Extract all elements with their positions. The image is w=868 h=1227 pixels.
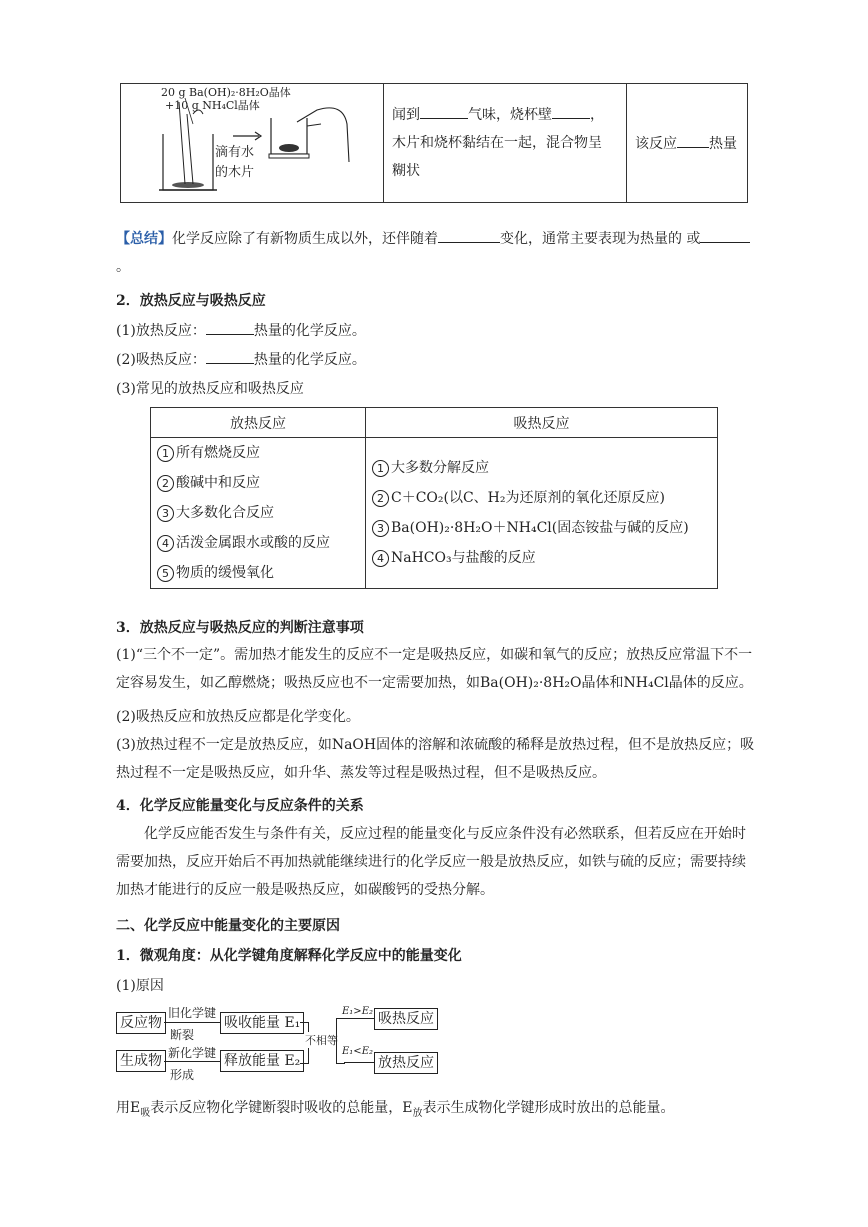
section2-heading: 2．放热反应与吸热反应 [116, 293, 266, 309]
figure-label-reagent2: +10 g NH₄Cl晶体 [165, 99, 260, 112]
new-bond-label-top: 新化学键 [168, 1046, 217, 1060]
blank [700, 228, 750, 243]
section4-heading: 4．化学反应能量变化与反应条件的关系 [116, 798, 364, 814]
endothermic-list [366, 438, 718, 589]
exothermic-item [157, 528, 359, 558]
phenomenon-text: 糊状 [392, 163, 420, 179]
section3-heading: 3．放热反应与吸热反应的判断注意事项 [116, 620, 364, 636]
item-text: Ba(OH)₂·8H₂O＋NH₄Cl(固态铵盐与碱的反应) [391, 520, 689, 536]
exothermic-result-box: 放热反应 [374, 1052, 438, 1074]
circled-number: 1 [372, 460, 389, 477]
item-text: NaHCO₃与盐酸的反应 [391, 550, 536, 566]
summary-text: 化学反应除了有新物质生成以外，还伴随着 [172, 231, 438, 247]
figure-label-wet2: 的木片 [215, 165, 255, 180]
arrow-line [164, 1022, 220, 1023]
exothermic-list [151, 438, 366, 589]
exothermic-item [157, 558, 359, 588]
section2-item2 [116, 349, 366, 369]
figure-label-reagent1: 20 g Ba(OH)₂·8H₂O晶体 [161, 86, 291, 99]
summary-text: 。 [116, 259, 130, 275]
old-bond-label-bottom: 断裂 [170, 1028, 195, 1042]
arrow-line [344, 1018, 374, 1019]
absorb-energy-box: 吸收能量 E₁ [220, 1012, 304, 1034]
item-text: 物质的缓慢氧化 [176, 565, 274, 581]
header-exothermic: 放热反应 [151, 408, 366, 438]
blank [206, 349, 254, 364]
part2-cause: (1)原因 [116, 978, 164, 994]
bond-energy-diagram [116, 1004, 446, 1082]
section2-item1 [116, 320, 366, 340]
note-text: 用E [116, 1100, 141, 1116]
blank [438, 228, 500, 243]
item-text: (2)吸热反应： [116, 352, 206, 368]
exothermic-item [157, 438, 359, 468]
subscript: 放 [412, 1107, 423, 1119]
summary-text: 或 [686, 231, 701, 247]
cond2-label: E₁<E₂ [342, 1046, 373, 1057]
circled-number: 2 [372, 490, 389, 507]
product-box: 生成物 [116, 1050, 166, 1072]
cond1-label: E₁>E₂ [342, 1006, 373, 1017]
phenomenon-text: 木片和烧杯黏结在一起，混合物呈 [392, 135, 602, 151]
item-text: 大多数化合反应 [176, 505, 274, 521]
phenomenon-text: 气味，烧杯壁 [468, 107, 552, 123]
exothermic-item [157, 498, 359, 528]
note-text: 表示生成物化学键形成时放出的总能量。 [422, 1100, 675, 1116]
section3-p2: (2)吸热反应和放热反应都是化学变化。 [116, 709, 360, 725]
reaction-type-table [150, 407, 718, 589]
endothermic-item [372, 513, 711, 543]
item-text: (1)放热反应： [116, 323, 206, 339]
arrow-line [344, 1062, 374, 1063]
blank [420, 104, 468, 119]
summary-tag: 【总结】 [116, 231, 172, 247]
part2-heading: 二、化学反应中能量变化的主要原因 [116, 918, 340, 934]
phenomenon-text: ， [590, 107, 604, 123]
section3-p3: (3)放热过程不一定是放热反应，如NaOH固体的溶解和浓硫酸的稀释是放热过程，但不是放热反应；吸热过程不一定是吸热反应，如升华、蒸发等过程是吸热过程，但不是吸热反应。 [116, 737, 755, 781]
endothermic-result-box: 吸热反应 [374, 1008, 438, 1030]
figure-label-wet1: 滴有水 [215, 145, 255, 160]
circled-number: 4 [372, 550, 389, 567]
summary-text: 变化，通常主要表现为热量的 [500, 231, 682, 247]
conclusion-text: 该反应 [635, 136, 677, 152]
endothermic-item [372, 453, 711, 483]
circled-number: 3 [157, 505, 174, 522]
item-text: 大多数分解反应 [391, 460, 489, 476]
conclusion-cell [627, 84, 748, 203]
endothermic-item [372, 543, 711, 573]
blank [552, 104, 590, 119]
item-text: 活泼金属跟水或酸的反应 [176, 535, 330, 551]
blank [206, 320, 254, 335]
part2-sub1: 1．微观角度：从化学键角度解释化学反应中的能量变化 [116, 948, 462, 964]
item-text: 所有燃烧反应 [176, 445, 260, 461]
circled-number: 3 [372, 520, 389, 537]
bracket-line [336, 1018, 345, 1064]
reactant-box: 反应物 [116, 1012, 166, 1034]
circled-number: 2 [157, 475, 174, 492]
section4-p1: 化学反应能否发生与条件有关，反应过程的能量变化与反应条件没有必然联系，但若反应在开始时需要加热，反应开始后不再加热就能继续进行的化学反应一般是放热反应，如铁与硫的反应；需要持续加热才能进行的反应一般是吸热反应，如碳酸钙的受热分解。 [116, 826, 746, 898]
item-text: C＋CO₂(以C、H₂为还原剂的氧化还原反应) [391, 490, 665, 506]
old-bond-label-top: 旧化学键 [168, 1006, 217, 1020]
exothermic-item [157, 468, 359, 498]
experiment-table [120, 83, 748, 203]
item-text: 酸碱中和反应 [176, 475, 260, 491]
new-bond-label-bottom: 形成 [170, 1068, 195, 1082]
endothermic-item [372, 483, 711, 513]
arrow-line [164, 1061, 220, 1062]
energy-definition-note [116, 1097, 674, 1119]
circled-number: 4 [157, 535, 174, 552]
item-text: 热量的化学反应。 [253, 352, 366, 368]
item-text: 热量的化学反应。 [253, 323, 366, 339]
not-equal-label: 不相等 [305, 1034, 338, 1047]
conclusion-text: 热量 [709, 136, 737, 152]
note-text: 表示反应物化学键断裂时吸收的总能量，E [150, 1100, 413, 1116]
circled-number: 1 [157, 445, 174, 462]
section3-p1: (1)“三个不一定”。需加热才能发生的反应不一定是吸热反应，如碳和氧气的反应；放热反应常温下不一定容易发生，如乙醇燃烧；吸热反应也不一定需要加热，如Ba(OH)₂·8H₂O晶体和NH₄Cl晶体的反应。 [116, 647, 753, 691]
header-endothermic: 吸热反应 [366, 408, 718, 438]
experiment-apparatus-figure [121, 84, 383, 202]
experiment-figure-cell [121, 84, 384, 203]
summary-paragraph [116, 225, 758, 281]
release-energy-box: 释放能量 E₂ [220, 1050, 304, 1072]
blank [677, 133, 709, 148]
phenomenon-cell [384, 84, 627, 203]
subscript: 吸 [140, 1107, 151, 1119]
section2-item3: (3)常见的放热反应和吸热反应 [116, 381, 304, 397]
phenomenon-text: 闻到 [392, 107, 420, 123]
circled-number: 5 [157, 565, 174, 582]
